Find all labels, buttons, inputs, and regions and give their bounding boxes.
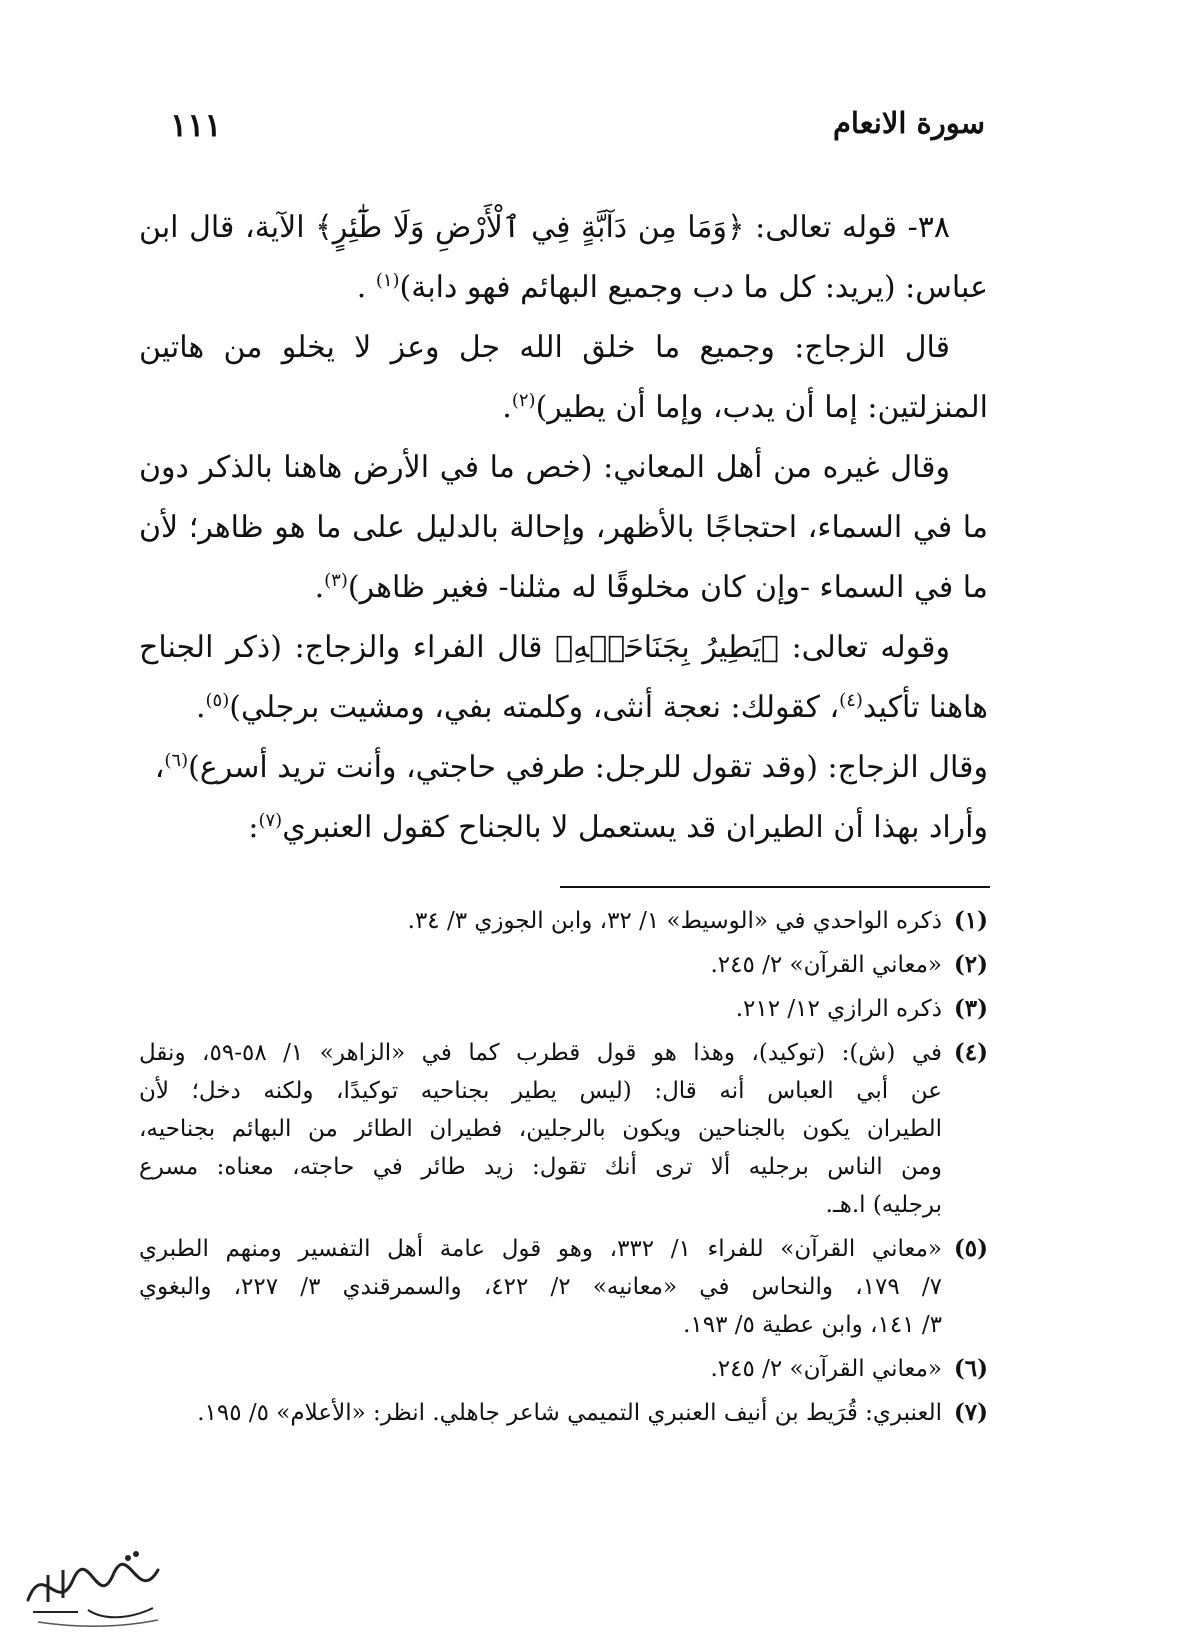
footnote-line: برجليه) ا.هـ. [825, 1192, 942, 1218]
footnote-line: ذكره الرازي ١٢/ ٢١٢. [735, 996, 942, 1022]
footnote [139, 1394, 988, 1432]
footnote-marker[interactable]: (٣) [324, 570, 348, 591]
page-number: ١١١ [170, 106, 222, 144]
footnote [139, 1034, 988, 1224]
footnotes [139, 902, 988, 1438]
text-line: وأراد بهذا أن الطيران قد يستعمل لا بالجناح كقول العنبري$^{(٧)}$: [248, 810, 988, 845]
text-line: هاهنا تأكيد$^{(٤)}$، كقولك: نعجة أنثى، وكلمته بفي، ومشيت برجلي)$^{(٥)}$. [195, 690, 988, 725]
footnote-line: «معاني القرآن» للفراء ١/ ٣٣٢، وهو قول عامة أهل التفسير ومنهم الطبري [139, 1236, 943, 1262]
footnote-line: ٣/ ١٤١، وابن عطية ٥/ ١٩٣. [683, 1312, 942, 1338]
text-line: عباس: (يريد: كل ما دب وجميع البهائم فهو دابة)$^{(١)}$ . [356, 270, 988, 305]
footnote-line: «معاني القرآن» ٢/ ٢٤٥. [710, 952, 942, 978]
footnote-line: عن أبي العباس أنه قال: (ليس يطير بجناحيه توكيدًا، ولكنه دخل؛ لأن [139, 1078, 942, 1104]
footnote-line: ذكره الواحدي في «الوسيط» ١/ ٣٢، وابن الجوزي ٣/ ٣٤. [407, 908, 942, 934]
footnote-marker[interactable]: (٦) [164, 750, 189, 771]
footnote-line: ٧/ ١٧٩، والنحاس في «معانيه» ٢/ ٤٢٢، والسمرقندي ٣/ ٢٢٧، والبغوي [139, 1274, 943, 1300]
text-line: المنزلتين: إما أن يدب، وإما أن يطير)$^{(٢)}$. [502, 390, 988, 425]
footnote-number: (٣) [953, 995, 988, 1022]
text-line: وقوله تعالى: ﴿يَطِيرُ بِجَنَاحَيۡهِ﴾ قال الفراء والزجاج: (ذكر الجناح [139, 630, 950, 665]
text-line: ما في السماء -وإن كان مخلوقًا له مثلنا- فغير ظاهر)$^{(٣)}$. [314, 570, 988, 605]
footnote-number: (٤) [953, 1039, 988, 1066]
footnote [139, 1350, 988, 1388]
footnote-number: (٥) [953, 1235, 988, 1262]
footnote-line: الطيران يكون بالجناحين ويكون بالرجلين، فطيران الطائر من البهائم بجناحيه، [139, 1116, 942, 1142]
footnote-number: (٢) [953, 951, 988, 978]
footnote-divider [560, 886, 990, 888]
text-line: وقال غيره من أهل المعاني: (خص ما في الأرض هاهنا بالذكر دون [139, 450, 950, 485]
text-line: قال الزجاج: وجميع ما خلق الله جل وعز لا يخلو من هاتين [139, 330, 950, 365]
footnote [139, 902, 988, 940]
footnote-line: ومن الناس برجليه ألا ترى أنك تقول: زيد طائر في حاجته، معناه: مسرع [139, 1154, 942, 1180]
footnote-line: في (ش): (توكيد)، وهذا هو قول قطرب كما في «الزاهر» ١/ ٥٨-٥٩، ونقل [139, 1040, 942, 1066]
footnote-marker[interactable]: (٢) [511, 390, 536, 411]
text-line: ما في السماء، احتجاجًا بالأظهر، وإحالة بالدليل على ما هو ظاهر؛ لأن [139, 510, 988, 545]
footnote-line: «معاني القرآن» ٢/ ٢٤٥. [710, 1356, 942, 1382]
text-line: ٣٨- قوله تعالى: ﴿وَمَا مِن دَآبَّةٍ فِي ٱلْأَرْضِ وَلَا طَٰٓئِرٍ﴾ الآية، قال ابن [139, 210, 950, 245]
footnote-marker[interactable]: (١) [375, 270, 400, 291]
footnote-number: (٧) [953, 1399, 988, 1426]
footnote-number: (٦) [953, 1355, 988, 1382]
footnote [139, 946, 988, 984]
footnote-marker[interactable]: (٤) [839, 690, 863, 711]
footnote-marker[interactable]: (٧) [258, 810, 283, 831]
footnote [139, 1230, 988, 1344]
footnote [139, 990, 988, 1028]
footnote-marker[interactable]: (٥) [205, 690, 230, 711]
page-header [170, 106, 985, 166]
publisher-stamp-logo [18, 1540, 168, 1630]
footnote-number: (١) [953, 907, 988, 934]
text-line: وقال الزجاج: (وقد تقول للرجل: طرفي حاجتي، وأنت تريد أسرع)$^{(٦)}$، [154, 750, 988, 785]
surah-title: سورة الانعام [832, 106, 985, 140]
main-text [139, 198, 988, 858]
footnote-line: العنبري: قُرَيط بن أنيف العنبري التميمي شاعر جاهلي. انظر: «الأعلام» ٥/ ١٩٥. [197, 1400, 942, 1426]
